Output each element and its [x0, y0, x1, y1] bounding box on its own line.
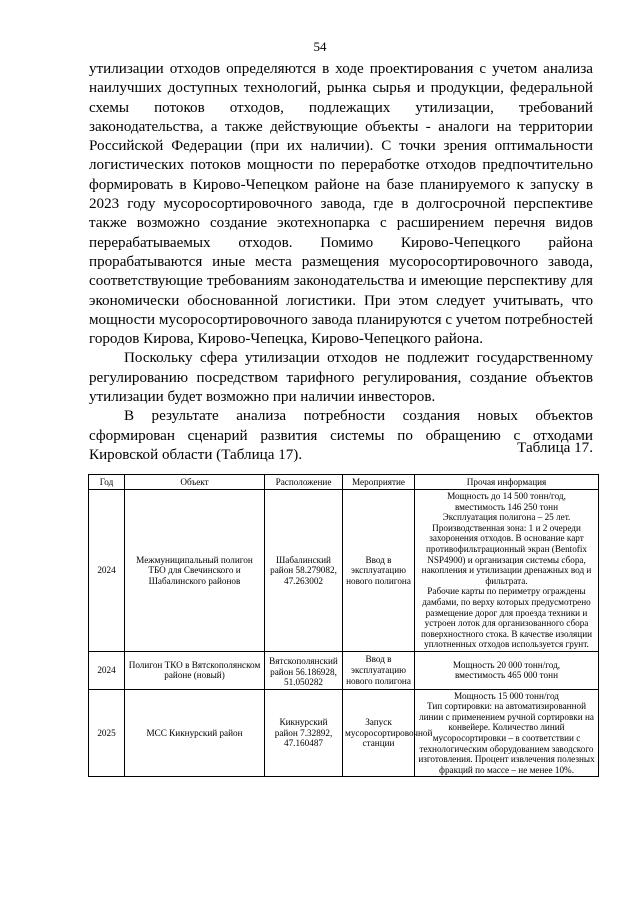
info-line: Мощность до 14 500 тонн/год, [447, 491, 566, 501]
cell-year: 2024 [89, 490, 125, 652]
cell-action: Запуск мусоросортировочной станции [343, 689, 415, 777]
info-line: Эксплуатация полигона – 25 лет. [442, 512, 571, 523]
table-row [89, 689, 599, 777]
page-number: 54 [313, 39, 327, 54]
cell-object: Полигон ТКО в Вятскополянском районе (новый) [125, 651, 265, 689]
cell-location: Кикнурский район 7.32892, 47.160487 [265, 689, 343, 777]
table-header-row [89, 475, 599, 490]
header-location: Расположение [265, 475, 343, 490]
waste-facilities-table [88, 474, 599, 777]
header-action: Мероприятие [343, 475, 415, 490]
cell-year: 2024 [89, 651, 125, 689]
cell-info [415, 689, 599, 777]
cell-action: Ввод в эксплуатацию нового полигона [343, 490, 415, 652]
table-caption: Таблица 17. [517, 440, 593, 456]
paragraph: утилизации отходов определяются в ходе проектирования с учетом анализа наилучших доступных технологий, рынка сырья и продукции, федеральной схемы потоков отходов, подлежащих утилизации, требований законодательства, а также действующие объекты - аналоги на территории Российской Федерации (при их наличии). С точки зрения оптимальности логистических потоков мощности по переработке отходов предпочтительно формировать в Кирово-Чепецком районе на базе планируемого к запуску в 2023 году мусоросортировочного завода, где в долгосрочной перспективе также возможно создание экотехнопарка с расширением перечня видов перерабатываемых отходов. Помимо Кирово-Чепецкого района прорабатываются иные места размещения мусоросортировочного завода, соответствующие требованиям законодательства и имеющие перспективу для экономически обоснованной логистики. При этом следует учитывать, что мощности мусоросортировочного завода планируются с учетом потребностей городов Кирова, Кирово-Чепецка, Кирово-Чепецкого района. [89, 61, 593, 348]
header-info: Прочая информация [415, 475, 599, 490]
cell-action: Ввод в эксплуатацию нового полигона [343, 651, 415, 689]
header-year: Год [89, 475, 125, 490]
paragraph: Поскольку сфера утилизации отходов не подлежит государственному регулированию посредством тарифного регулирования, создание объектов утилизации будет возможно при наличии инвесторов. [89, 350, 593, 406]
info-line: Тип сортировки: на автоматизированной линии с применением ручной сортировки на конвейере. Количество линий мусоросортировки – в соответствии с технологическим оборудованием заводского изготовления. Процент извлечения полезных фракций по массе – не менее 10%. [418, 701, 595, 775]
info-line: Рабочие карты по периметру ограждены дамбами, по верху которых предусмотрено размещение дорог для проезда техники и устроен лоток для организованного сбора поверхностного стока. В качестве изоляции уплотненных отходов используется грунт. [420, 586, 593, 650]
info-line: Производственная зона: 1 и 2 очереди захоронения отходов. В основание карт противофильтрационный экран (Bentofix NSP4900) и организация системы сбора, накопления и утилизации дренажных вод и фильтрата. [421, 522, 592, 586]
cell-info [415, 490, 599, 652]
table-row [89, 651, 599, 689]
info-line: Мощность 20 000 тонн/год, [452, 659, 561, 670]
paragraph: В результате анализа потребности создания новых объектов сформирован сценарий развития системы по обращению с отходами Кировской области (Таблица 17). [89, 408, 593, 463]
cell-object: МСС Кикнурский район [125, 689, 265, 777]
info-line: Мощность 15 000 тонн/год [454, 690, 559, 701]
body-text [89, 60, 593, 465]
cell-location: Шабалинский район 58.279082, 47.263002 [265, 490, 343, 652]
info-line: вместимость 465 000 тонн [454, 670, 558, 681]
cell-object: Межмуниципальный полигон ТБО для Свечинского и Шабалинского районов [125, 490, 265, 652]
header-object: Объект [125, 475, 265, 490]
cell-location: Вятскополянский район 56.186928, 51.050282 [265, 651, 343, 689]
table-row [89, 490, 599, 652]
info-line: вместимость 146 250 тонн [454, 501, 558, 512]
cell-year: 2025 [89, 689, 125, 777]
cell-info [415, 651, 599, 689]
